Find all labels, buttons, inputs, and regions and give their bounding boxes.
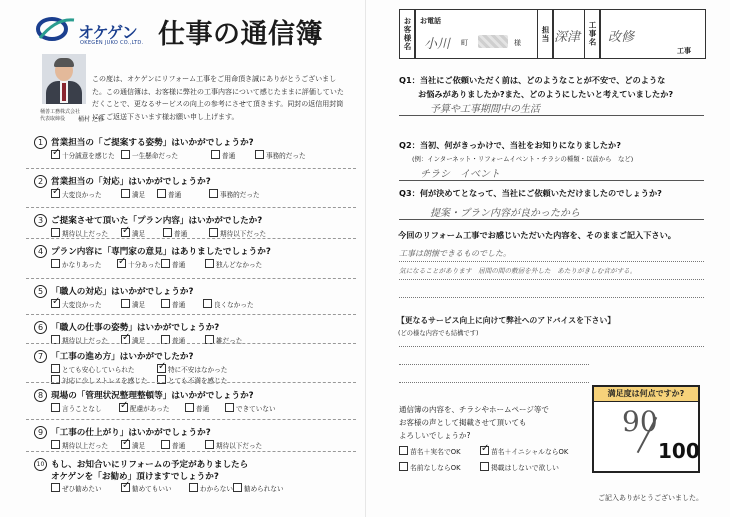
answer-option[interactable]: [51, 299, 102, 309]
option-label: 満足: [132, 337, 146, 345]
option-label: 勧められない: [244, 485, 284, 493]
q3-num: Q3：: [399, 188, 420, 198]
checkbox[interactable]: [121, 189, 130, 198]
checkbox[interactable]: [51, 483, 60, 492]
q4-answer-1: 工事は朗懐できるものでした。: [399, 249, 511, 258]
option-label: 事務的だった: [266, 152, 306, 160]
publication-line1: 通信簿の内容を、チラシやホームページ等で: [399, 405, 549, 414]
question-divider: [26, 207, 356, 208]
option-label: 満足: [132, 301, 146, 309]
option-label: 普通: [172, 261, 186, 269]
question-divider: [26, 382, 356, 383]
checkbox[interactable]: [161, 259, 170, 268]
answer-option[interactable]: [51, 259, 102, 269]
q1-text1: 当社にご依頼いただく前は、どのようなことが不安で、どのような: [419, 75, 666, 85]
staff-company: 桶善工務株式会社: [40, 109, 81, 115]
answer-option[interactable]: [51, 150, 115, 160]
question-divider: [26, 419, 356, 420]
q2-num: Q2：: [399, 140, 420, 150]
question-number: 1: [34, 136, 47, 149]
work-name-label: 工事名: [584, 9, 600, 59]
option-label: とても安心していられた: [62, 366, 135, 374]
checked-checkbox[interactable]: [121, 440, 130, 449]
work-handwritten: 改修: [608, 30, 635, 45]
publication-option-label: 苗名＋イニシャルならOK: [491, 448, 569, 456]
answer-option[interactable]: [211, 150, 235, 160]
answer-option[interactable]: [121, 440, 145, 450]
checkbox[interactable]: [209, 189, 218, 198]
staff-photo: [42, 54, 86, 104]
option-label: 普通: [174, 230, 188, 238]
checkbox[interactable]: [121, 150, 130, 159]
sama-label: 様: [514, 39, 521, 47]
option-label: 期待以上だった: [62, 337, 109, 345]
work-suffix: 工事: [677, 47, 691, 55]
q1-num: Q1：: [399, 75, 420, 85]
option-label: 普通: [196, 405, 210, 413]
publication-option-label: 苗名＋実名でOK: [410, 448, 461, 456]
option-label: 普通: [168, 191, 182, 199]
option-label: 普通: [222, 152, 236, 160]
q2-answer: チラシ イベント: [420, 169, 500, 180]
question-text: 「工事の仕上がり」はいかがでしょうか?: [51, 428, 211, 438]
answer-option[interactable]: [119, 403, 170, 413]
question-divider: [26, 314, 356, 315]
publication-line2: お客様の声として掲載させて頂いても: [399, 418, 527, 427]
option-label: 普通: [172, 442, 186, 450]
checked-checkbox[interactable]: [119, 403, 128, 412]
logo-name: オケゲン: [78, 23, 137, 42]
checked-checkbox[interactable]: [480, 446, 489, 455]
answer-option[interactable]: [161, 299, 185, 309]
publication-option[interactable]: [399, 462, 461, 472]
publication-option[interactable]: [399, 446, 461, 456]
publication-line3: よろしいでしょうか?: [399, 431, 471, 440]
checkbox[interactable]: [211, 150, 220, 159]
answer-option[interactable]: [121, 189, 145, 199]
score-handwritten: 90: [622, 405, 658, 438]
staff-role: 代表取締役: [40, 116, 66, 122]
q1-line2: お悩みがありましたか?また、どのようにしたいと考えていましたか?: [418, 89, 674, 99]
checkbox[interactable]: [399, 446, 408, 455]
question-number: 6: [34, 321, 47, 334]
question-divider: [26, 168, 356, 169]
answer-option[interactable]: [225, 403, 276, 413]
answer-option[interactable]: [117, 259, 161, 269]
answer-option[interactable]: [51, 440, 108, 450]
checkbox[interactable]: [205, 259, 214, 268]
option-label: ぜひ勧めたい: [62, 485, 102, 493]
option-label: 満足: [132, 442, 146, 450]
question-number: 2: [34, 175, 47, 188]
checked-checkbox[interactable]: [51, 189, 60, 198]
score-max: 100: [658, 439, 700, 463]
publication-option[interactable]: [480, 446, 568, 456]
answer-option[interactable]: [233, 483, 284, 493]
option-label: 勧めてもいい: [132, 485, 172, 493]
checked-checkbox[interactable]: [121, 483, 130, 492]
question-number: 9: [34, 426, 47, 439]
answer-option[interactable]: [51, 364, 135, 374]
question-text-2: オケゲンを「お勧め」頂けますでしょうか?: [51, 472, 219, 482]
question-number: 10: [34, 458, 47, 471]
answer-option[interactable]: [209, 228, 266, 238]
answer-option[interactable]: [51, 403, 102, 413]
logo-subtitle: OKEGEN JUKO CO.,LTD.: [80, 40, 144, 46]
q2-line1: [399, 140, 621, 151]
option-label: 満足: [132, 230, 146, 238]
customer-name-label: お客様名: [399, 9, 415, 59]
option-label: 期待以上だった: [62, 442, 109, 450]
question-number: 5: [34, 285, 47, 298]
option-label: 十分誠意を感じた: [62, 152, 115, 160]
checkbox[interactable]: [205, 440, 214, 449]
answer-option[interactable]: [51, 228, 108, 238]
answer-option[interactable]: [51, 483, 102, 493]
question-divider: [26, 278, 356, 279]
option-label: 言うことなし: [62, 405, 102, 413]
checked-checkbox[interactable]: [121, 228, 130, 237]
answer-option[interactable]: [189, 483, 233, 493]
document-title: 仕事の通信簿: [158, 19, 323, 50]
option-label: 大変良かった: [62, 301, 102, 309]
publication-option-label: 名前なしならOK: [410, 464, 461, 472]
advice-line-1: [399, 346, 704, 347]
answer-option[interactable]: [157, 375, 227, 385]
option-label: とても不満を感じた: [168, 377, 228, 385]
q3-answer: 提案・プラン内容が良かったから: [430, 208, 580, 219]
question-number: 3: [34, 214, 47, 227]
checkbox[interactable]: [51, 364, 60, 373]
checkbox[interactable]: [51, 403, 60, 412]
question-text: 現場の「管理状況整理整頓等」はいかがでしょうか?: [51, 391, 254, 401]
checkbox[interactable]: [161, 440, 170, 449]
q3-answer-line: [399, 219, 704, 220]
question-text: ご提案させて頂いた「プラン内容」はいかがでしたか?: [51, 216, 263, 226]
phone-label: お電話: [420, 17, 441, 25]
q3-text1: 何が決めてとなって、当社にご依頼いただけましたのでしょうか?: [419, 188, 662, 198]
option-label: 期待以下だった: [216, 442, 263, 450]
checkbox[interactable]: [203, 299, 212, 308]
checkbox[interactable]: [161, 299, 170, 308]
company-logo: [36, 14, 148, 50]
checkbox[interactable]: [233, 483, 242, 492]
q1-line1: [399, 75, 665, 86]
answer-option[interactable]: [157, 364, 227, 374]
q2-note: (例：インターネット・リフォームイベント・チラシの種類・以前から など): [412, 155, 634, 163]
answer-option[interactable]: [51, 375, 148, 385]
checkbox[interactable]: [189, 483, 198, 492]
checked-checkbox[interactable]: [157, 364, 166, 373]
intro-text: この度は、オケゲンにリフォーム工事をご用命頂き誠にありがとうございました。この通信簿は、お客様に弊社の工事内容について感じたままに評価していただくことで、更なるサービスの向上の参考にさせて頂きます。同封の返信用封筒にてご返送下さいます様お願い申し上げます。: [92, 75, 344, 121]
page-fold: [365, 0, 366, 517]
answer-option[interactable]: [51, 189, 102, 199]
checkbox[interactable]: [255, 150, 264, 159]
checkbox[interactable]: [225, 403, 234, 412]
option-label: 満足: [132, 191, 146, 199]
question-text: プラン内容に「専門家の意見」はありましたでしょうか?: [51, 247, 271, 257]
advice-note: (どの様な内容でも結構です): [398, 330, 479, 337]
staff-label: 担当: [537, 9, 553, 59]
question-number: 4: [34, 245, 47, 258]
q1-answer-line: [399, 115, 704, 116]
option-label: 十分あった: [128, 261, 161, 269]
answer-option[interactable]: [121, 150, 178, 160]
q4-line-1: [399, 261, 704, 262]
answer-option[interactable]: [121, 299, 145, 309]
staff-name: 桶村 之雅: [78, 116, 104, 123]
option-label: 配慮があった: [130, 405, 170, 413]
q1-answer: 予算や工事期間中の生活: [430, 104, 540, 115]
customer-name-handwritten: 小川: [424, 37, 451, 52]
publication-option[interactable]: [480, 462, 559, 472]
option-label: 大変良かった: [62, 191, 102, 199]
question-divider: [26, 343, 356, 344]
score-box: [592, 385, 700, 473]
checkbox[interactable]: [480, 462, 489, 471]
advice-line-2: [399, 364, 589, 365]
answer-option[interactable]: [121, 483, 172, 493]
question-number: 8: [34, 389, 47, 402]
checked-checkbox[interactable]: [51, 150, 60, 159]
checkbox[interactable]: [51, 228, 60, 237]
question-text: 「工事の進め方」はいかがでしたか?: [51, 352, 194, 362]
option-label: 普通: [172, 337, 186, 345]
option-label: 特に不安はなかった: [168, 366, 228, 374]
question-text: 営業担当の「ご提案する姿勢」はいかがでしょうか?: [51, 138, 254, 148]
checked-checkbox[interactable]: [51, 299, 60, 308]
q2-answer-line: [399, 180, 704, 181]
option-label: 事務的だった: [220, 191, 260, 199]
answer-option[interactable]: [161, 259, 185, 269]
question-text: 「職人の仕事の姿勢」はいかがでしょうか?: [51, 323, 220, 333]
question-divider: [26, 238, 356, 239]
option-label: わからない: [200, 485, 233, 493]
option-label: 雑だった: [216, 337, 243, 345]
option-label: 独んどなかった: [216, 261, 263, 269]
option-label: 期待以下だった: [220, 230, 267, 238]
answer-option[interactable]: [209, 189, 260, 199]
option-label: 良くなかった: [214, 301, 254, 309]
score-title: 満足度は何点ですか?: [594, 387, 698, 402]
checkbox[interactable]: [51, 259, 60, 268]
question-divider: [26, 451, 356, 452]
checkbox[interactable]: [185, 403, 194, 412]
advice-title: 【更なるサービス向上に向けて弊社へのアドバイスを下さい】: [397, 316, 616, 325]
advice-line-3: [399, 382, 589, 383]
town-label: 町: [461, 39, 468, 47]
answer-option[interactable]: [163, 228, 187, 238]
checkbox[interactable]: [209, 228, 218, 237]
option-label: かなりあった: [62, 261, 102, 269]
q4-line-3: [399, 297, 704, 298]
publication-option-label: 掲載はしないで欲しい: [491, 464, 559, 472]
question-number: 7: [34, 350, 47, 363]
question-text: 「職人の対応」はいかがでしょうか?: [51, 287, 194, 297]
checkbox[interactable]: [399, 462, 408, 471]
question-text: もし、お知合いにリフォームの予定がありましたら: [51, 460, 249, 470]
redacted-name: [478, 35, 508, 48]
option-label: 対応に少しストレスを感じた: [62, 377, 148, 385]
q4-line-2: [399, 279, 704, 280]
answer-option[interactable]: [255, 150, 306, 160]
checkbox[interactable]: [157, 189, 166, 198]
q4-text: 今回のリフォーム工事でお感じいただいた内容を、そのままご記入下さい。: [398, 230, 676, 240]
q2-text1: 当初、何がきっかけで、当社をお知りになりましたか?: [419, 140, 621, 150]
question-text: 営業担当の「対応」はいかがでしょうか?: [51, 177, 211, 187]
q3-line1: [399, 188, 662, 199]
logo-swoosh-icon: [36, 16, 76, 42]
answer-option[interactable]: [121, 228, 145, 238]
checkbox[interactable]: [163, 228, 172, 237]
option-label: できていない: [236, 405, 276, 413]
q4-answer-2: 気になることがあります 居間の間の敷居を外した あたりがきしむ音がする。: [399, 267, 637, 275]
option-label: 期待以上だった: [62, 230, 109, 238]
option-label: 普通: [172, 301, 186, 309]
answer-option[interactable]: [205, 440, 262, 450]
checkbox[interactable]: [121, 299, 130, 308]
answer-option[interactable]: [185, 403, 209, 413]
answer-option[interactable]: [203, 299, 254, 309]
answer-option[interactable]: [161, 440, 185, 450]
answer-option[interactable]: [157, 189, 181, 199]
answer-option[interactable]: [205, 259, 262, 269]
staff-handwritten: 深津: [554, 30, 581, 45]
checkbox[interactable]: [51, 440, 60, 449]
option-label: 一生懸命だった: [132, 152, 179, 160]
checked-checkbox[interactable]: [117, 259, 126, 268]
thanks-text: ご記入ありがとうございました。: [598, 494, 703, 502]
